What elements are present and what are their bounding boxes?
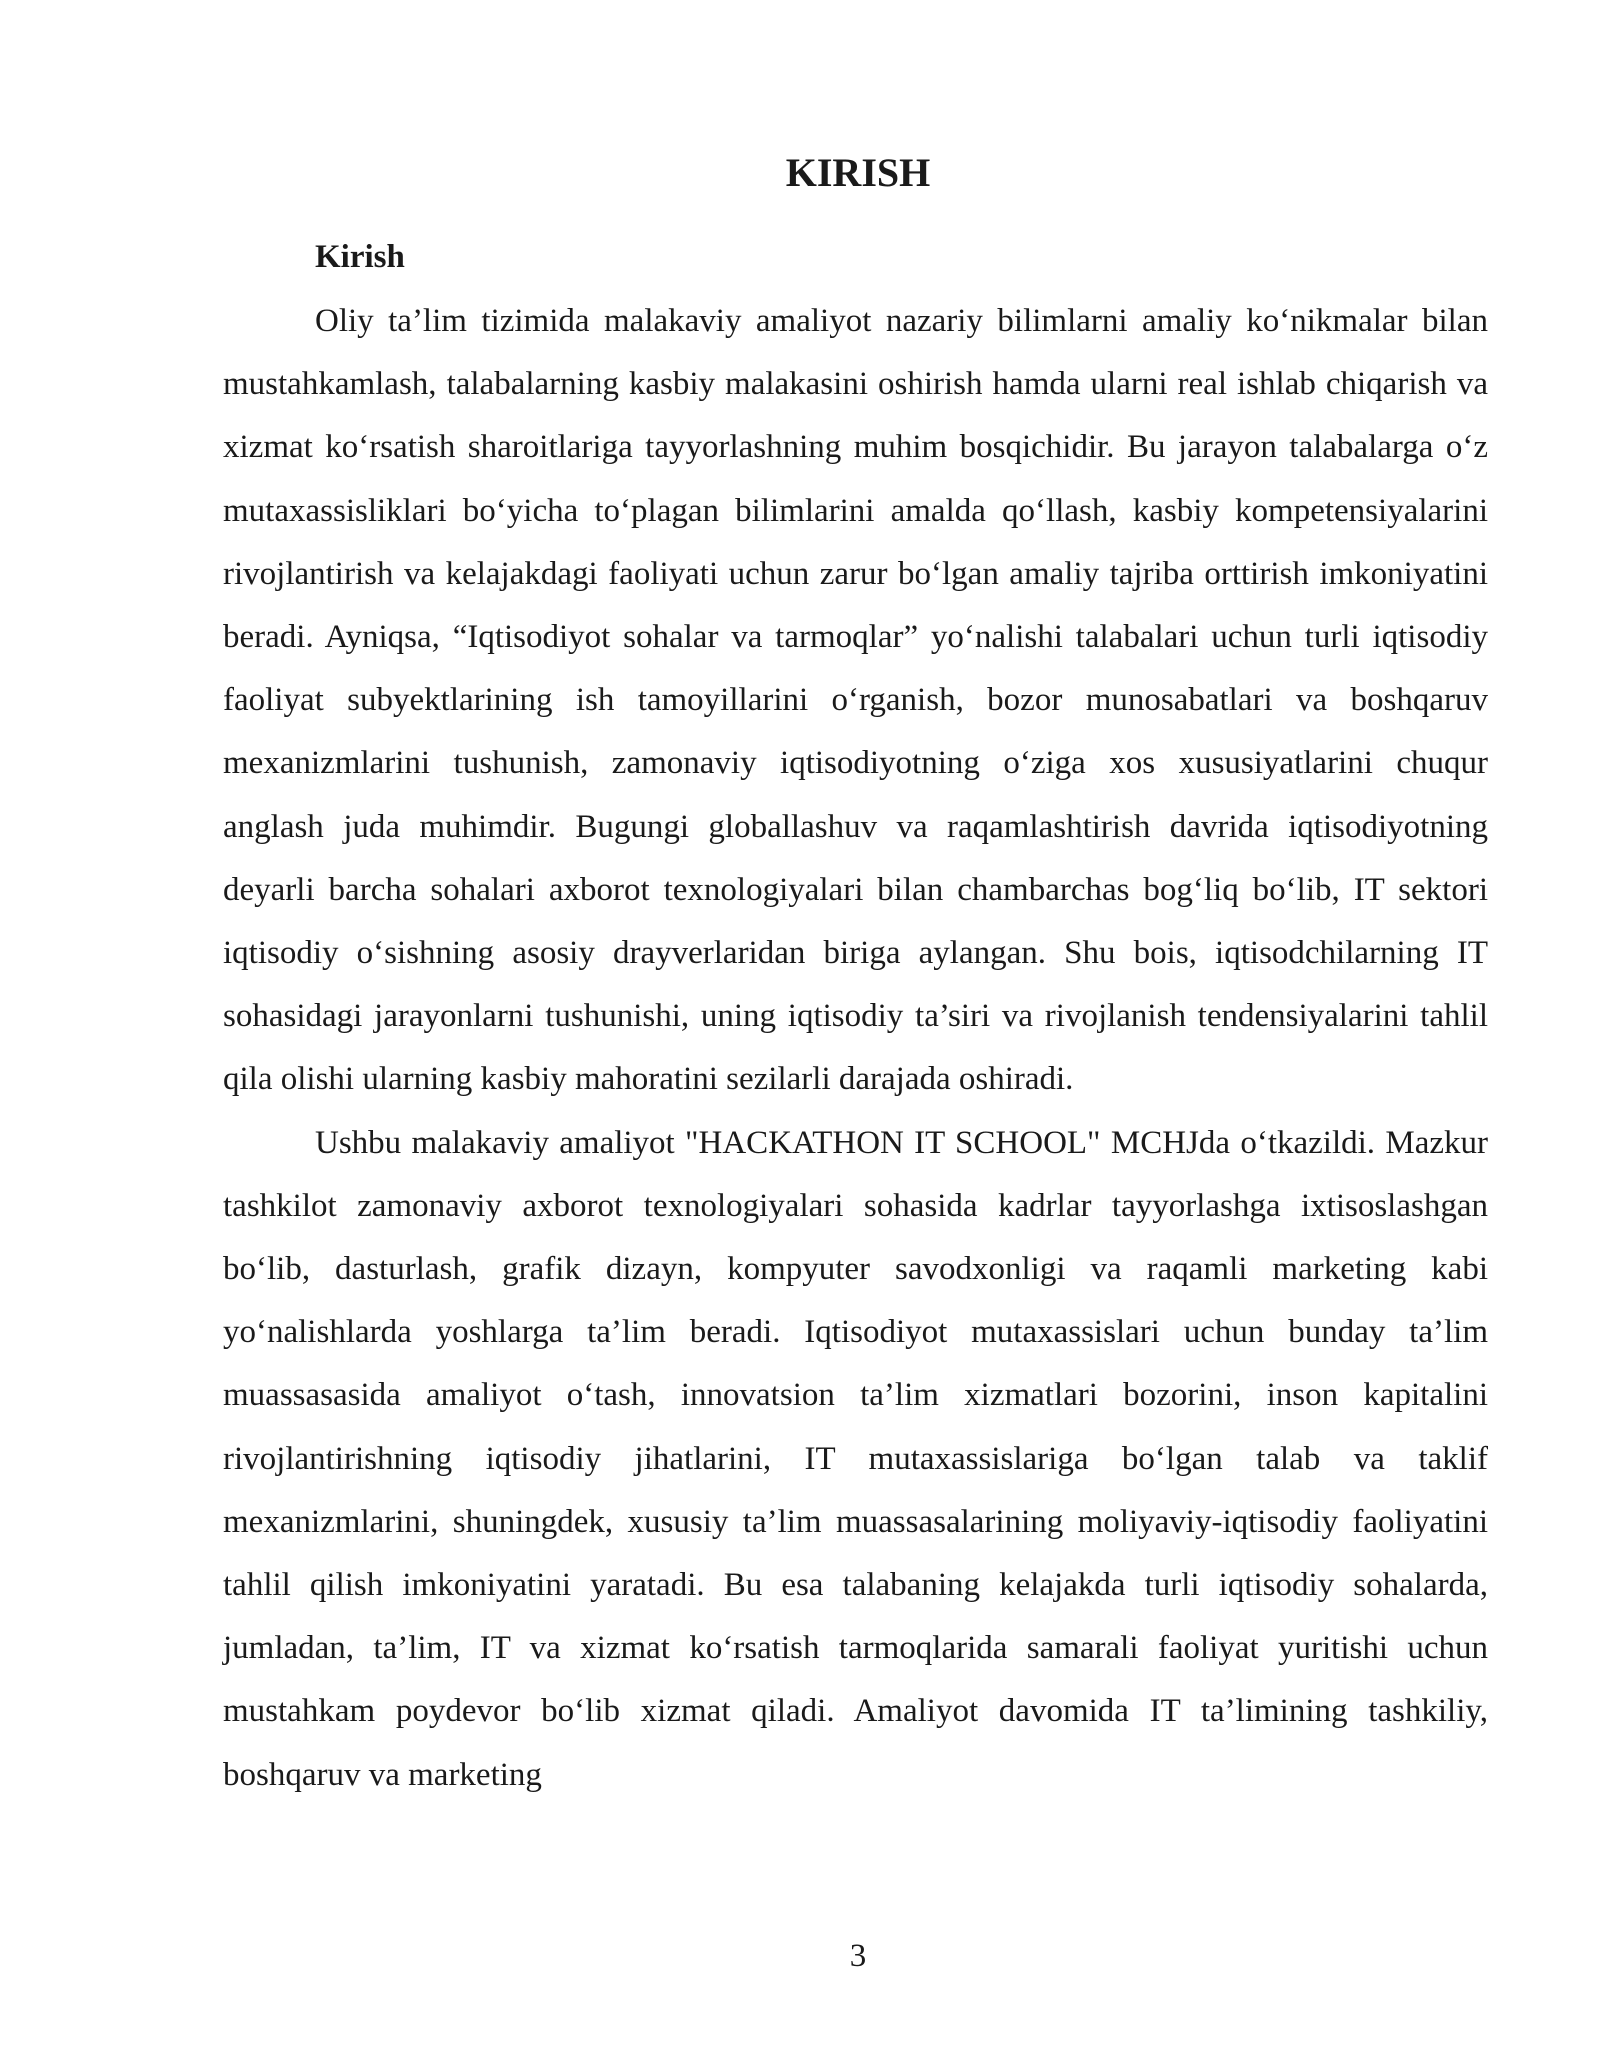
section-subheading: Kirish: [315, 239, 405, 275]
paragraph-1: Oliy ta’lim tizimida malakaviy amaliyot nazariy bilimlarni amaliy ko‘nikmalar bilan mustahkamlash, talabalarning kasbiy malakasini oshirish hamda ularni real ishlab chiqarish va xizmat ko‘rsatish sharoitlariga tayyorlashning muhim bosqichidir. Bu jarayon talabalarga o‘z mutaxassisliklari bo‘yicha to‘plagan bilimlarini amalda qo‘llash, kasbiy kompetensiyalarini rivojlantirish va kelajakdagi faoliyati uchun zarur bo‘lgan amaliy tajriba orttirish imkoniyatini beradi. Ayniqsa, “Iqtisodiyot sohalar va tarmoqlar” yo‘nalishi talabalari uchun turli iqtisodiy faoliyat subyektlarining ish tamoyillarini o‘rganish, bozor munosabatlari va boshqaruv mexanizmlarini tushunish, zamonaviy iqtisodiyotning o‘ziga xos xususiyatlarini chuqur anglash juda muhimdir. Bugungi globallashuv va raqamlashtirish davrida iqtisodiyotning deyarli barcha sohalari axborot texnologiyalari bilan chambarchas bog‘liq bo‘lib, IT sektori iqtisodiy o‘sishning asosiy drayverlaridan biriga aylangan. Shu bois, iqtisodchilarning IT sohasidagi jarayonlarni tushunishi, uning iqtisodiy ta’siri va rivojlanish tendensiyalarini tahlil qila olishi ularning kasbiy mahoratini sezilarli darajada oshiradi.: [223, 303, 1488, 1098]
paragraph-2: Ushbu malakaviy amaliyot "HACKATHON IT SCHOOL" MCHJda o‘tkazildi. Mazkur tashkilot zamonaviy axborot texnologiyalari sohasida kadrlar tayyorlashga ixtisoslashgan bo‘lib, dasturlash, grafik dizayn, kompyuter savodxonligi va raqamli marketing kabi yo‘nalishlarda yoshlarga ta’lim beradi. Iqtisodiyot mutaxassislari uchun bunday ta’lim muassasasida amaliyot o‘tash, innovatsion ta’lim xizmatlari bozorini, inson kapitalini rivojlantirishning iqtisodiy jihatlarini, IT mutaxassislariga bo‘lgan talab va taklif mexanizmlarini, shuningdek, xususiy ta’lim muassasalarining moliyaviy-iqtisodiy faoliyatini tahlil qilish imkoniyatini yaratadi. Bu esa talabaning kelajakda turli iqtisodiy sohalarda, jumladan, ta’lim, IT va xizmat ko‘rsatish tarmoqlarida samarali faoliyat yuritishi uchun mustahkam poydevor bo‘lib xizmat qiladi. Amaliyot davomida IT ta’limining tashkiliy, boshqaruv va marketing: [223, 1124, 1488, 1793]
document-body: [223, 224, 1488, 1807]
page-title: KIRISH: [785, 150, 931, 195]
page-number: 3: [849, 1938, 867, 1974]
